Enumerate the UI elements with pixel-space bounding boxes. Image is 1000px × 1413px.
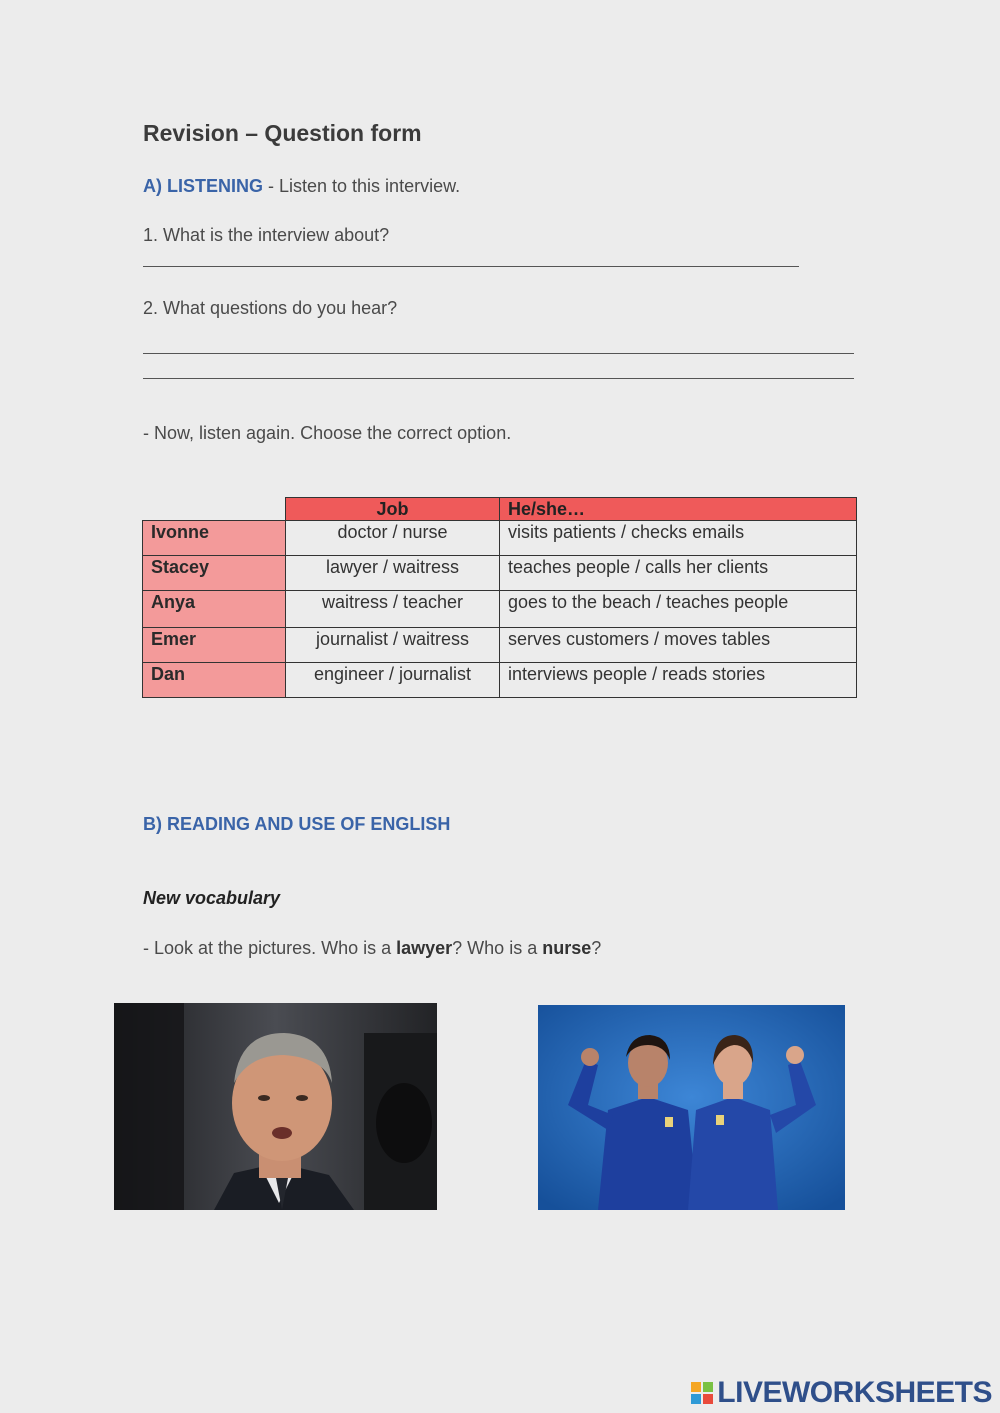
logo-text: LIVEWORKSHEETS — [717, 1376, 992, 1409]
table-row — [143, 556, 857, 591]
lawyer-photo — [114, 1003, 437, 1210]
lawyer-photo-art — [114, 1003, 437, 1210]
row-name: Ivonne — [143, 521, 286, 556]
pictures-question — [143, 938, 601, 959]
jobs-table — [142, 497, 857, 698]
row-name: Anya — [143, 591, 286, 628]
section-a-line — [143, 176, 460, 197]
pq-end: ? — [591, 938, 602, 958]
job-choice[interactable]: journalist / waitress — [286, 628, 500, 663]
table-row — [143, 521, 857, 556]
row-name: Stacey — [143, 556, 286, 591]
nurses-photo-art — [538, 1005, 845, 1210]
table-row — [143, 591, 857, 628]
desc-choice[interactable]: teaches people / calls her clients — [500, 556, 857, 591]
liveworksheets-logo — [691, 1376, 992, 1410]
desc-choice[interactable]: interviews people / reads stories — [500, 663, 857, 698]
job-choice[interactable]: lawyer / waitress — [286, 556, 500, 591]
pq-nurse: nurse — [542, 938, 592, 958]
table-row — [143, 663, 857, 698]
vocab-title: New vocabulary — [143, 888, 281, 908]
pq-pre: - Look at the pictures. Who is a — [143, 938, 397, 958]
question-2: 2. What questions do you hear? — [143, 298, 398, 318]
row-name: Dan — [143, 663, 286, 698]
answer-line-2b[interactable] — [143, 378, 854, 379]
answer-line-1[interactable] — [143, 266, 799, 267]
pq-mid: ? Who is a — [452, 938, 543, 958]
question-1: 1. What is the interview about? — [143, 225, 390, 245]
desc-choice[interactable]: goes to the beach / teaches people — [500, 591, 857, 628]
listen-again-instruction: - Now, listen again. Choose the correct option. — [143, 423, 512, 443]
section-a-intro: - Listen to this interview. — [263, 176, 461, 196]
job-choice[interactable]: engineer / journalist — [286, 663, 500, 698]
desc-choice[interactable]: visits patients / checks emails — [500, 521, 857, 556]
logo-mark-icon — [691, 1382, 713, 1404]
table-header-row — [143, 498, 857, 521]
header-job: Job — [286, 498, 500, 521]
table-corner — [143, 498, 286, 521]
page-title: Revision – Question form — [143, 120, 422, 146]
section-b-heading: B) READING AND USE OF ENGLISH — [143, 814, 451, 834]
job-choice[interactable]: doctor / nurse — [286, 521, 500, 556]
job-choice[interactable]: waitress / teacher — [286, 591, 500, 628]
nurses-photo — [538, 1005, 845, 1210]
answer-line-2a[interactable] — [143, 353, 854, 354]
desc-choice[interactable]: serves customers / moves tables — [500, 628, 857, 663]
table-row — [143, 628, 857, 663]
row-name: Emer — [143, 628, 286, 663]
header-heshe: He/she… — [500, 498, 857, 521]
section-a-heading: A) LISTENING — [143, 176, 263, 196]
pq-lawyer: lawyer — [396, 938, 453, 958]
